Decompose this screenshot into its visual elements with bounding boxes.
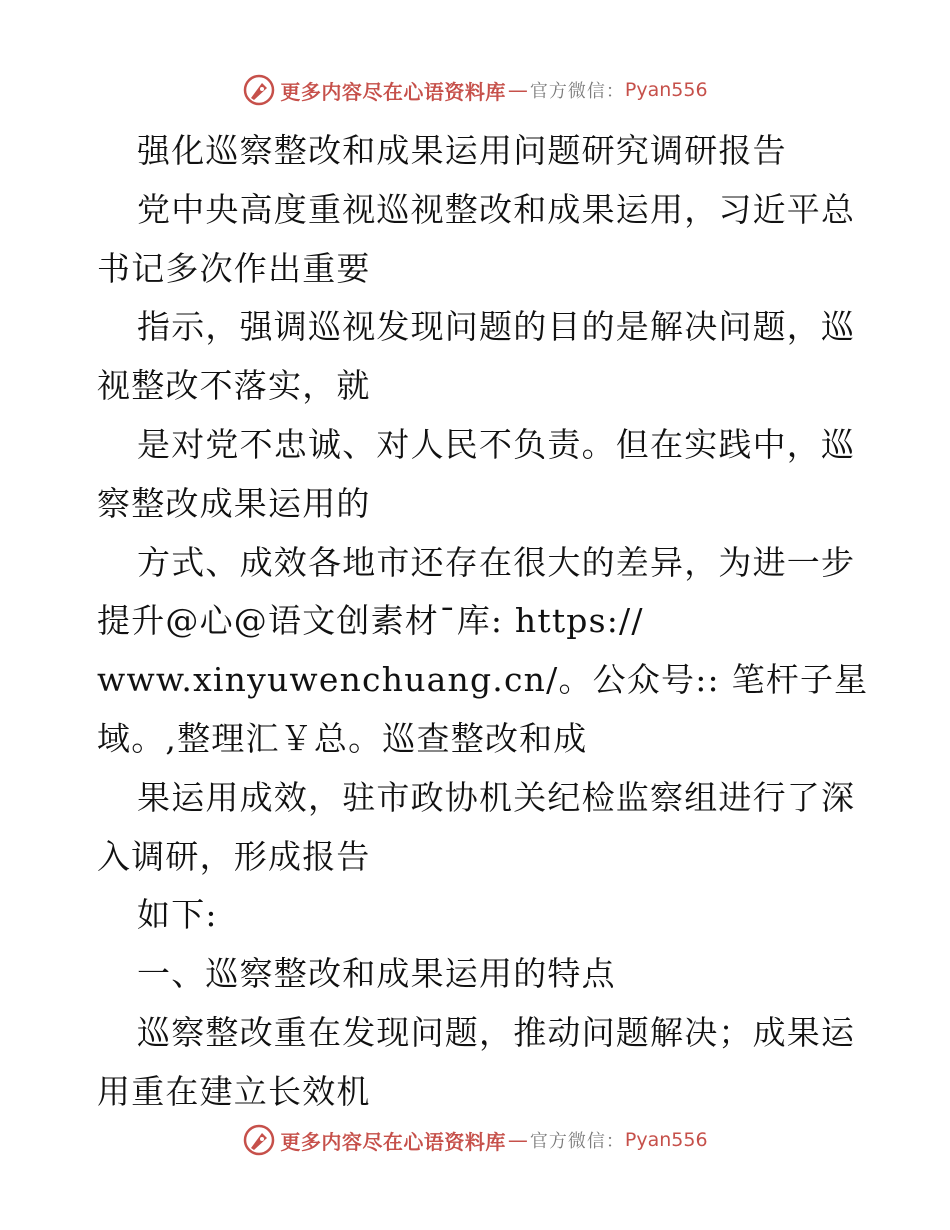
doc-title: 强化巡察整改和成果运用问题研究调研报告 [137,131,787,170]
paragraph-line: www.xinyuwenchuang.cn/。公众号:: 笔杆子星 [97,660,869,700]
banner-wechat-label: 官方微信： [529,81,625,102]
banner-wechat-id: Pyan556 [624,79,708,101]
banner-wechat-id: Pyan556 [624,1129,708,1151]
paragraph-line: 果运用成效，驻市政协机关纪检监察组进行了深 [137,777,856,817]
paragraph-line: 党中央高度重视巡视整改和成果运用，习近平总 [137,189,856,229]
paragraph-line: 指示，强调巡视发现问题的目的是解决问题，巡 [137,307,856,347]
banner-separator: — [507,1128,528,1152]
banner-wechat-label: 官方微信： [529,1131,625,1152]
paragraph-line: 入调研，形成报告 [97,836,371,876]
paragraph-line: 视整改不落实，就 [97,366,371,406]
paragraph-line: 察整改成果运用的 [97,483,371,523]
paragraph-line: 域。,整理汇￥总。巡查整改和成 [97,718,588,758]
banner-separator: — [507,78,528,102]
paragraph-line: 提升@心@语文创素材¯库: https:// [97,601,644,641]
header-banner [0,70,950,110]
paragraph-line: 如下: [137,895,218,935]
footer-banner [0,1120,950,1160]
pen-nib-logo-icon [242,73,276,107]
pen-nib-logo-icon [242,1123,276,1157]
banner-text: 更多内容尽在心语资料库 [280,1129,506,1154]
banner-text: 更多内容尽在心语资料库 [280,79,506,104]
section-heading: 一、巡察整改和成果运用的特点 [137,954,616,994]
paragraph-line: 方式、成效各地市还存在很大的差异，为进一步 [137,542,856,582]
paragraph-line: 书记多次作出重要 [97,248,371,288]
paragraph-line: 用重在建立长效机 [97,1071,371,1111]
paragraph-line: 巡察整改重在发现问题，推动问题解决；成果运 [137,1012,856,1052]
document-body [97,122,869,1122]
paragraph-line: 是对党不忠诚、对人民不负责。但在实践中，巡 [137,424,856,464]
